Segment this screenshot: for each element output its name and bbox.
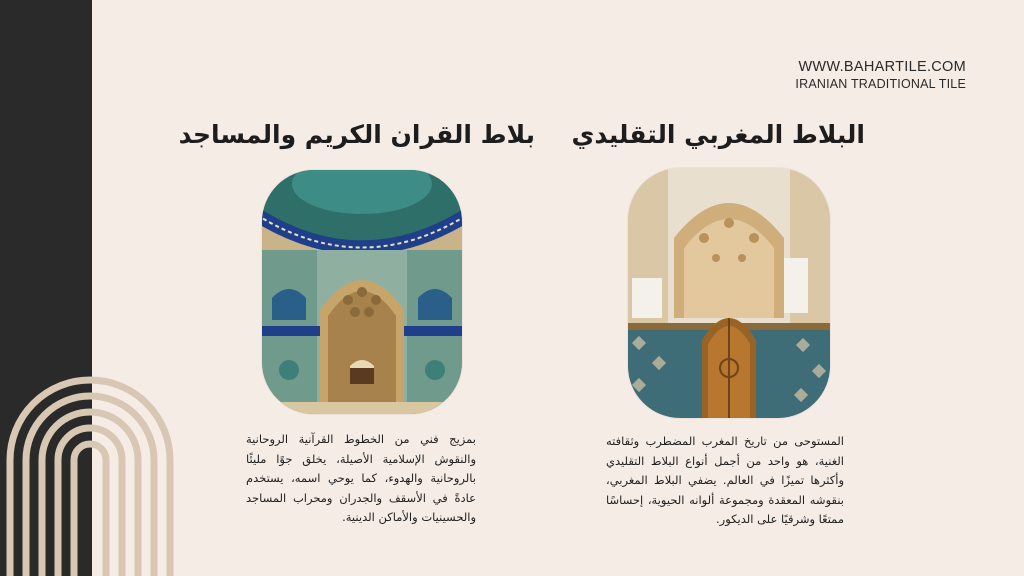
brand-url[interactable]: WWW.BAHARTILE.COM xyxy=(798,59,966,75)
brand-tagline: IRANIAN TRADITIONAL TILE xyxy=(795,77,966,91)
moroccan-tile-title: البلاط المغربي التقليدي xyxy=(571,120,865,149)
quran-tile-description: بمزيج فني من الخطوط القرآنية الروحانية والنقوش الإسلامية الأصيلة، يخلق جوًا مليئًا بالروحانية والهدوء، كما يوحي اسمه، يستخدم عادةً في الأسقف والجدران ومحراب المساجد والحسينيات والأماكن الدينية. xyxy=(246,432,476,524)
decorative-arches xyxy=(0,350,200,576)
moroccan-arch-image xyxy=(628,168,830,418)
moroccan-tile-description: المستوحى من تاريخ المغرب المضطرب وثقافته الغنية، هو واحد من أجمل أنواع البلاط التقليدي وأكثرها تميزًا في العالم. يضفي البلاط المغربي، بنقوشه المعقدة ومجموعة ألوانه الحيوية، إحساسًا ممتعًا وشرقيًا على الديكور. xyxy=(606,434,844,526)
mosque-mihrab-image xyxy=(262,170,462,414)
brand-block xyxy=(795,58,966,92)
quran-tile-title: بلاط القران الكريم والمساجد xyxy=(178,120,535,149)
